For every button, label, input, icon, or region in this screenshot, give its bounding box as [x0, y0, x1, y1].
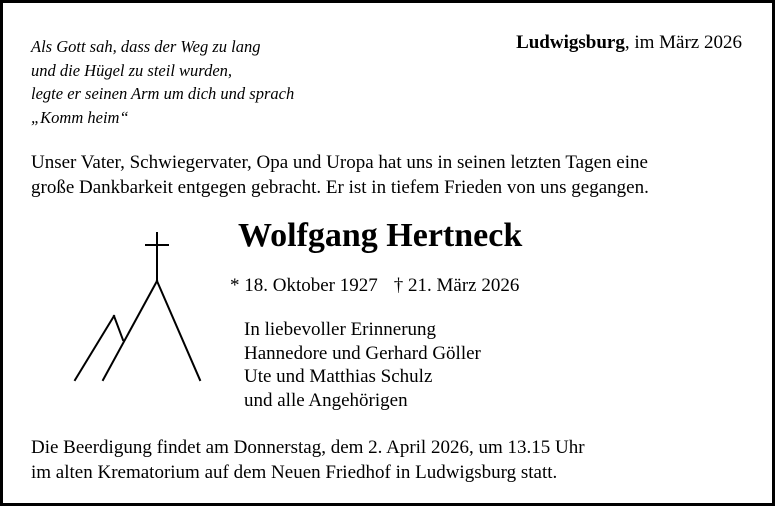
- death-date: † 21. März 2026: [393, 275, 520, 296]
- mourner-line: Ute und Matthias Schulz: [244, 366, 433, 387]
- place-date-suffix: , im März 2026: [624, 32, 742, 53]
- poem-line: Als Gott sah, dass der Weg zu lang: [31, 37, 261, 56]
- poem: [31, 35, 294, 129]
- mourner-line: Hannedore und Gerhard Göller: [244, 342, 481, 364]
- birth-date: * 18. Oktober 1927: [230, 275, 378, 296]
- mourners-list: [244, 318, 481, 412]
- intro-line: große Dankbarkeit entgegen gebracht. Er ist in tiefem Frieden von uns gegangen.: [31, 177, 649, 198]
- funeral-line: Die Beerdigung findet am Donnerstag, dem 2. April 2026, um 13.15 Uhr: [31, 437, 585, 458]
- place-date: [516, 32, 742, 54]
- funeral-line: im alten Krematorium auf dem Neuen Friedhof in Ludwigsburg statt.: [31, 462, 558, 483]
- funeral-info: [31, 435, 585, 485]
- poem-line: „Komm heim“: [31, 107, 129, 127]
- poem-line: legte er seinen Arm um dich und sprach: [31, 84, 295, 103]
- intro-text: [31, 150, 649, 200]
- mountain-left-slope: [103, 281, 157, 380]
- life-dates: [230, 275, 519, 297]
- small-peak-right-slope: [114, 316, 123, 340]
- mountain-right-slope: [157, 281, 200, 380]
- mourner-line: und alle Angehörigen: [244, 389, 408, 411]
- place-city: Ludwigsburg: [516, 32, 625, 53]
- cross-on-mountain-icon: [69, 229, 209, 387]
- mourner-line: In liebevoller Erinnerung: [244, 319, 437, 340]
- intro-line: Unser Vater, Schwiegervater, Opa und Uropa hat uns in seinen letzten Tagen eine: [31, 152, 648, 173]
- poem-line: und die Hügel zu steil wurden,: [31, 60, 233, 80]
- deceased-name: Wolfgang Hertneck: [238, 217, 523, 254]
